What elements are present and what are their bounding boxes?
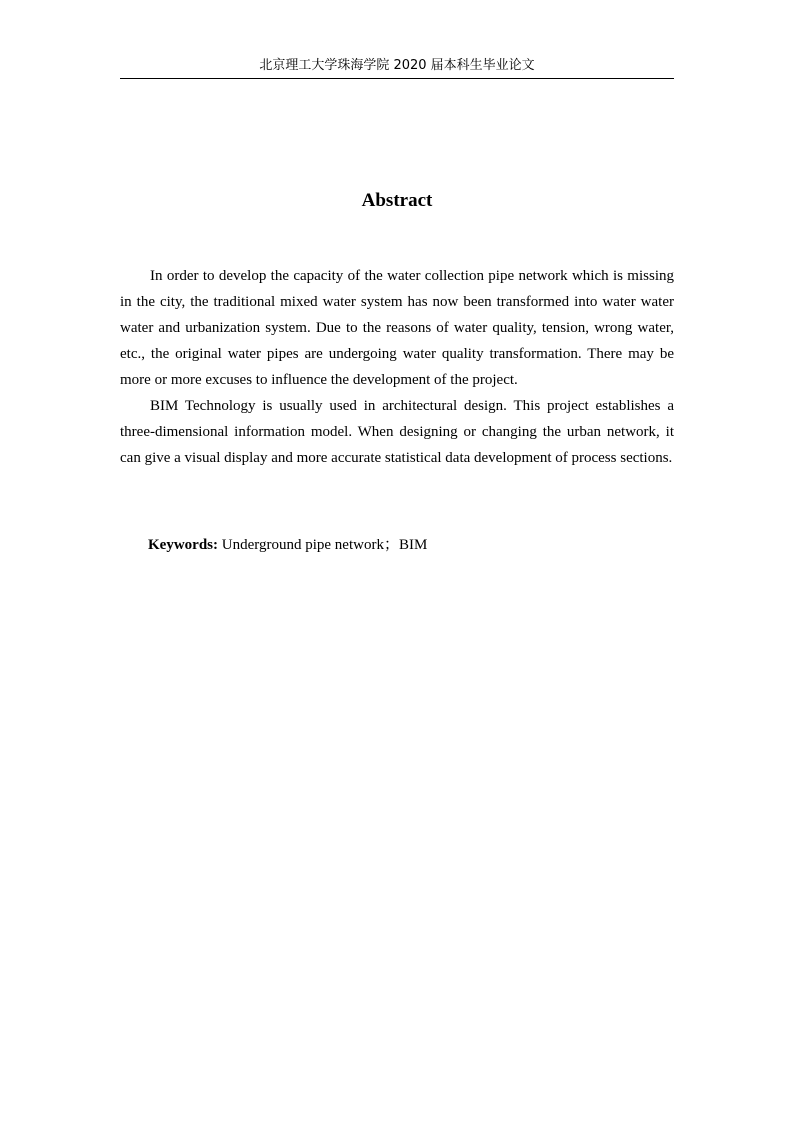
page-header [120,56,674,79]
abstract-body [120,263,674,471]
abstract-paragraph-2: BIM Technology is usually used in architectural design. This project establishes a three-dimensional information model. When designing or changing the urban network, it can give a visual display and more accurate statistical data development of process sections. [120,398,674,466]
keywords-value: Underground pipe network；BIM [221,537,428,553]
abstract-paragraph-1: In order to develop the capacity of the water collection pipe network which is missing in the city, the traditional mixed water system has now been transformed into water water water and urbanization system. Due to the reasons of water quality, tension, wrong water, etc., the original water pipes are undergoing water quality transformation. There may be more or more excuses to influence the development of the project. [120,268,674,388]
keywords-line [148,534,427,556]
keywords-label: Keywords: [148,537,218,553]
header-title: 北京理工大学珠海学院 2020 届本科生毕业论文 [259,58,535,73]
abstract-heading: Abstract [361,190,433,211]
